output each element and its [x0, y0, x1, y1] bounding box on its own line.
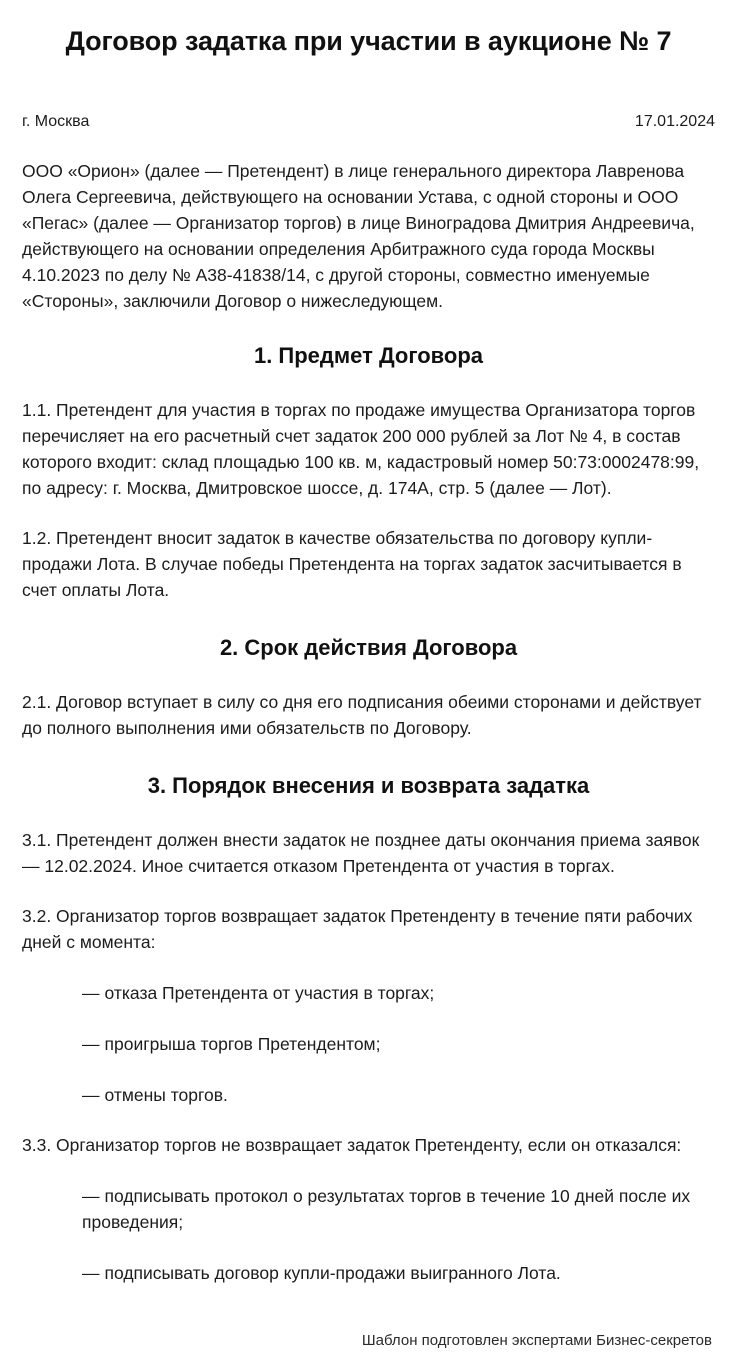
list-item-label: подписывать протокол о результатах торгов в течение 10 дней после их проведения; [82, 1186, 691, 1232]
list-item-label: подписывать договор купли-продажи выигранного Лота. [104, 1263, 561, 1283]
list-item [22, 1082, 715, 1108]
bullet-list-3-3 [22, 1183, 715, 1286]
preamble-paragraph: ООО «Орион» (далее — Претендент) в лице генерального директора Лавренова Олега Сергеевича, действующего на основании Устава, с одной стороны и ООО «Пегас» (далее — Организатор торгов) в лице Виноградова Дмитрия Андреевича, действующего на основании определения Арбитражного суда города Москвы 4.10.2023 по делу № А38-41838/14, с другой стороны, совместно именуемые «Стороны», заключили Договор о нижеследующем. [22, 161, 695, 311]
section-heading-2: 2. Срок действия Договора [219, 635, 518, 660]
section-heading-3: 3. Порядок внесения и возврата задатка [147, 773, 590, 798]
section-heading-1: 1. Предмет Договора [253, 343, 484, 368]
document-date: 17.01.2024 [634, 113, 715, 130]
em-dash-icon: — [82, 1085, 100, 1105]
document-city: г. Москва [22, 113, 90, 130]
em-dash-icon: — [82, 1263, 100, 1283]
document-meta-row [22, 111, 715, 133]
list-item [22, 1260, 715, 1286]
clause-3-2: 3.2. Организатор торгов возвращает задаток Претенденту в течение пяти рабочих дней с момента: [22, 906, 693, 952]
list-item [22, 1183, 715, 1235]
footer-note: Шаблон подготовлен экспертами Бизнес-секретов [361, 1332, 712, 1349]
list-item-label: проигрыша торгов Претендентом; [104, 1034, 381, 1054]
clause-3-3: 3.3. Организатор торгов не возвращает задаток Претенденту, если он отказался: [22, 1135, 682, 1155]
page-title: Договор задатка при участии в аукционе № 7 [65, 26, 672, 56]
list-item-label: отмены торгов. [104, 1085, 228, 1105]
clause-1-2: 1.2. Претендент вносит задаток в качестве обязательства по договору купли-продажи Лота. В случае победы Претендента на торгах задаток засчитывается в счет оплаты Лота. [22, 528, 682, 600]
em-dash-icon: — [82, 983, 100, 1003]
list-item-label: отказа Претендента от участия в торгах; [104, 983, 435, 1003]
clause-2-1: 2.1. Договор вступает в силу со дня его подписания обеими сторонами и действует до полного выполнения ими обязательств по Договору. [22, 692, 702, 738]
em-dash-icon: — [82, 1186, 100, 1206]
clause-1-1: 1.1. Претендент для участия в торгах по продаже имущества Организатора торгов перечисляет на его расчетный счет задаток 200 000 рублей за Лот № 4, в состав которого входит: склад площадью 100 кв. м, кадастровый номер 50:73:0002478:99, по адресу: г. Москва, Дмитровское шоссе, д. 174А, стр. 5 (далее — Лот). [22, 400, 700, 498]
list-item [22, 980, 715, 1006]
clause-3-1: 3.1. Претендент должен внести задаток не позднее даты окончания приема заявок — 12.02.2024. Иное считается отказом Претендента от участия в торгах. [22, 830, 700, 876]
em-dash-icon: — [82, 1034, 100, 1054]
list-item [22, 1031, 715, 1057]
bullet-list-3-2 [22, 980, 715, 1108]
